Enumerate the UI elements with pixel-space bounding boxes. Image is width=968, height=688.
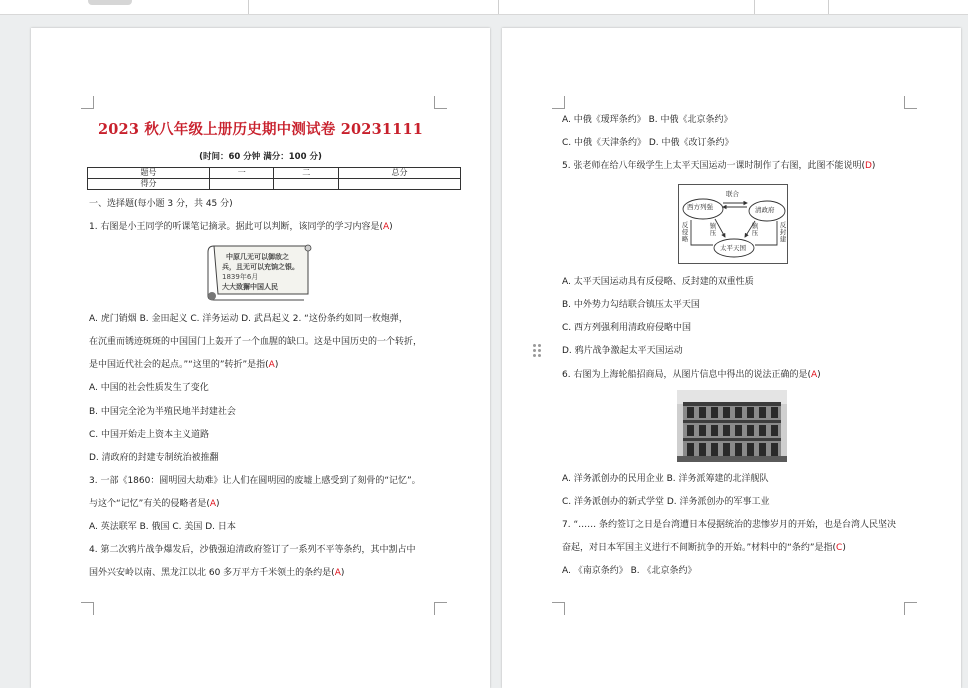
exam-subtitle: (时间：60 分钟 满分：100 分): [199, 152, 322, 162]
question-2-line: 在沉重而锈迹斑斑的中国国门上轰开了一个血腥的缺口。这是中国历史的一个转折，: [89, 337, 423, 347]
q2-option-c: C. 中国开始走上资本主义道路: [89, 430, 210, 440]
score-cell: 得分: [88, 179, 210, 190]
label-suppress-right: 镇 压: [751, 222, 759, 237]
question-5: 5. 张老师在给八年级学生上太平天国运动一课时制作了右图，此图不能说明(D): [562, 161, 876, 171]
toolbar-divider: [498, 0, 499, 14]
scroll-text: 兵，且无可以充饷之银。: [222, 263, 299, 271]
score-cell: 总分: [339, 168, 461, 179]
question-4-line: 国外兴安岭以南、黑龙江以北 60 多万平方千米领土的条约是(A): [89, 568, 345, 578]
merchants-bureau-photo: [677, 390, 787, 462]
margin-corner: [904, 96, 917, 109]
scroll-text: 中原几无可以御敌之: [226, 253, 289, 261]
node-qing-govt: 清政府: [755, 206, 775, 214]
document-page-right: [502, 28, 961, 688]
score-cell: [209, 179, 274, 190]
toolbar-divider: [248, 0, 249, 14]
q5-option-b: B. 中外势力勾结联合镇压太平天国: [562, 300, 700, 310]
margin-corner: [552, 96, 565, 109]
tab-stub[interactable]: [88, 0, 132, 5]
answer-mark: A: [382, 222, 390, 232]
answer-mark: A: [268, 360, 275, 370]
q5-option-c: C. 西方列强利用清政府侵略中国: [562, 323, 692, 333]
q6-options-ab: A. 洋务派创办的民用企业 B. 洋务派筹建的北洋舰队: [562, 474, 769, 484]
score-cell: 二: [274, 168, 339, 179]
label-anti-feudal: 反 封 建: [779, 221, 787, 243]
scroll-text: 1839年6月: [222, 273, 259, 281]
scroll-text: 大大致獬中国人民: [222, 283, 278, 291]
answer-mark: A: [334, 568, 341, 578]
margin-corner: [81, 602, 94, 615]
answer-mark: C: [836, 543, 843, 553]
score-cell: 一: [209, 168, 274, 179]
q4-options-cd: C. 中俄《天津条约》 D. 中俄《改订条约》: [562, 138, 734, 148]
question-2-line: 是中国近代社会的起点。”“这里的”转折”是指(A): [89, 360, 279, 370]
label-alliance: 联合: [726, 190, 739, 198]
q2-option-a: A. 中国的社会性质发生了变化: [89, 383, 209, 393]
score-cell: [274, 179, 339, 190]
question-3-line: 3. 一部《1860：圆明园大劫难》让人们在圆明园的废墟上感受到了刻骨的“记忆”。: [89, 476, 421, 486]
question-4-line: 4. 第二次鸦片战争爆发后，沙俄强迫清政府签订了一系列不平等条约，其中割占中: [89, 545, 416, 555]
question-6: 6. 右图为上海轮船招商局，从图片信息中得出的说法正确的是(A): [562, 370, 821, 380]
toolbar-divider: [754, 0, 755, 14]
top-toolbar: [0, 0, 968, 15]
q3-options: A. 英法联军 B. 俄国 C. 美国 D. 日本: [89, 522, 236, 532]
q7-options: A. 《南京条约》 B. 《北京条约》: [562, 566, 697, 576]
node-west-powers: 西方列强: [687, 203, 713, 211]
scroll-note-image: [204, 242, 314, 302]
q1-options-q2-start: A. 虎门销烟 B. 金田起义 C. 洋务运动 D. 武昌起义 2. “这份条约如同一枚炮弹，: [89, 314, 408, 324]
margin-corner: [434, 602, 447, 615]
question-7-line: 奋起，对日本军国主义进行不间断抗争的开始。”材料中的“条约”是指(C): [562, 543, 846, 553]
margin-corner: [904, 602, 917, 615]
answer-mark: A: [209, 499, 217, 509]
label-suppress-left: 镇 压: [709, 222, 717, 237]
question-1: 1. 右图是小王同学的听课笔记摘录。据此可以判断，该同学的学习内容是(A): [89, 222, 393, 232]
node-taiping: 太平天国: [720, 244, 746, 252]
exam-title: 2023 秋八年级上册历史期中测试卷 20231111: [97, 121, 424, 138]
drag-handle-icon[interactable]: [533, 344, 543, 358]
score-cell: 题号: [88, 168, 210, 179]
q2-option-b: B. 中国完全沦为半殖民地半封建社会: [89, 407, 236, 417]
q5-option-d: D. 鸦片战争激起太平天国运动: [562, 346, 683, 356]
toolbar-divider: [828, 0, 829, 14]
margin-corner: [552, 602, 565, 615]
answer-mark: A: [810, 370, 818, 380]
label-anti-aggression: 反 侵 略: [681, 221, 689, 243]
q4-options-ab: A. 中俄《瑷珲条约》 B. 中俄《北京条约》: [562, 115, 733, 125]
document-page-left: [31, 28, 490, 688]
score-cell: [339, 179, 461, 190]
score-table: [87, 167, 461, 190]
q5-option-a: A. 太平天国运动具有反侵略、反封建的双重性质: [562, 277, 754, 287]
margin-corner: [81, 96, 94, 109]
section-heading: 一、选择题(每小题 3 分，共 45 分): [89, 199, 233, 209]
margin-corner: [434, 96, 447, 109]
q6-options-cd: C. 洋务派创办的新式学堂 D. 洋务派创办的军事工业: [562, 497, 770, 507]
building-photo: [677, 390, 787, 462]
answer-mark: D: [864, 161, 872, 171]
question-3-line: 与这个“记忆”有关的侵略者是(A): [89, 499, 220, 509]
q2-option-d: D. 清政府的封建专制统治被推翻: [89, 453, 219, 463]
question-7-line: 7. “…… 条约签订之日是台湾遭日本侵据统治的悲惨岁月的开始，也是台湾人民坚决: [562, 520, 896, 530]
scroll-note-figure: [204, 242, 314, 302]
taiping-diagram: [678, 184, 788, 264]
